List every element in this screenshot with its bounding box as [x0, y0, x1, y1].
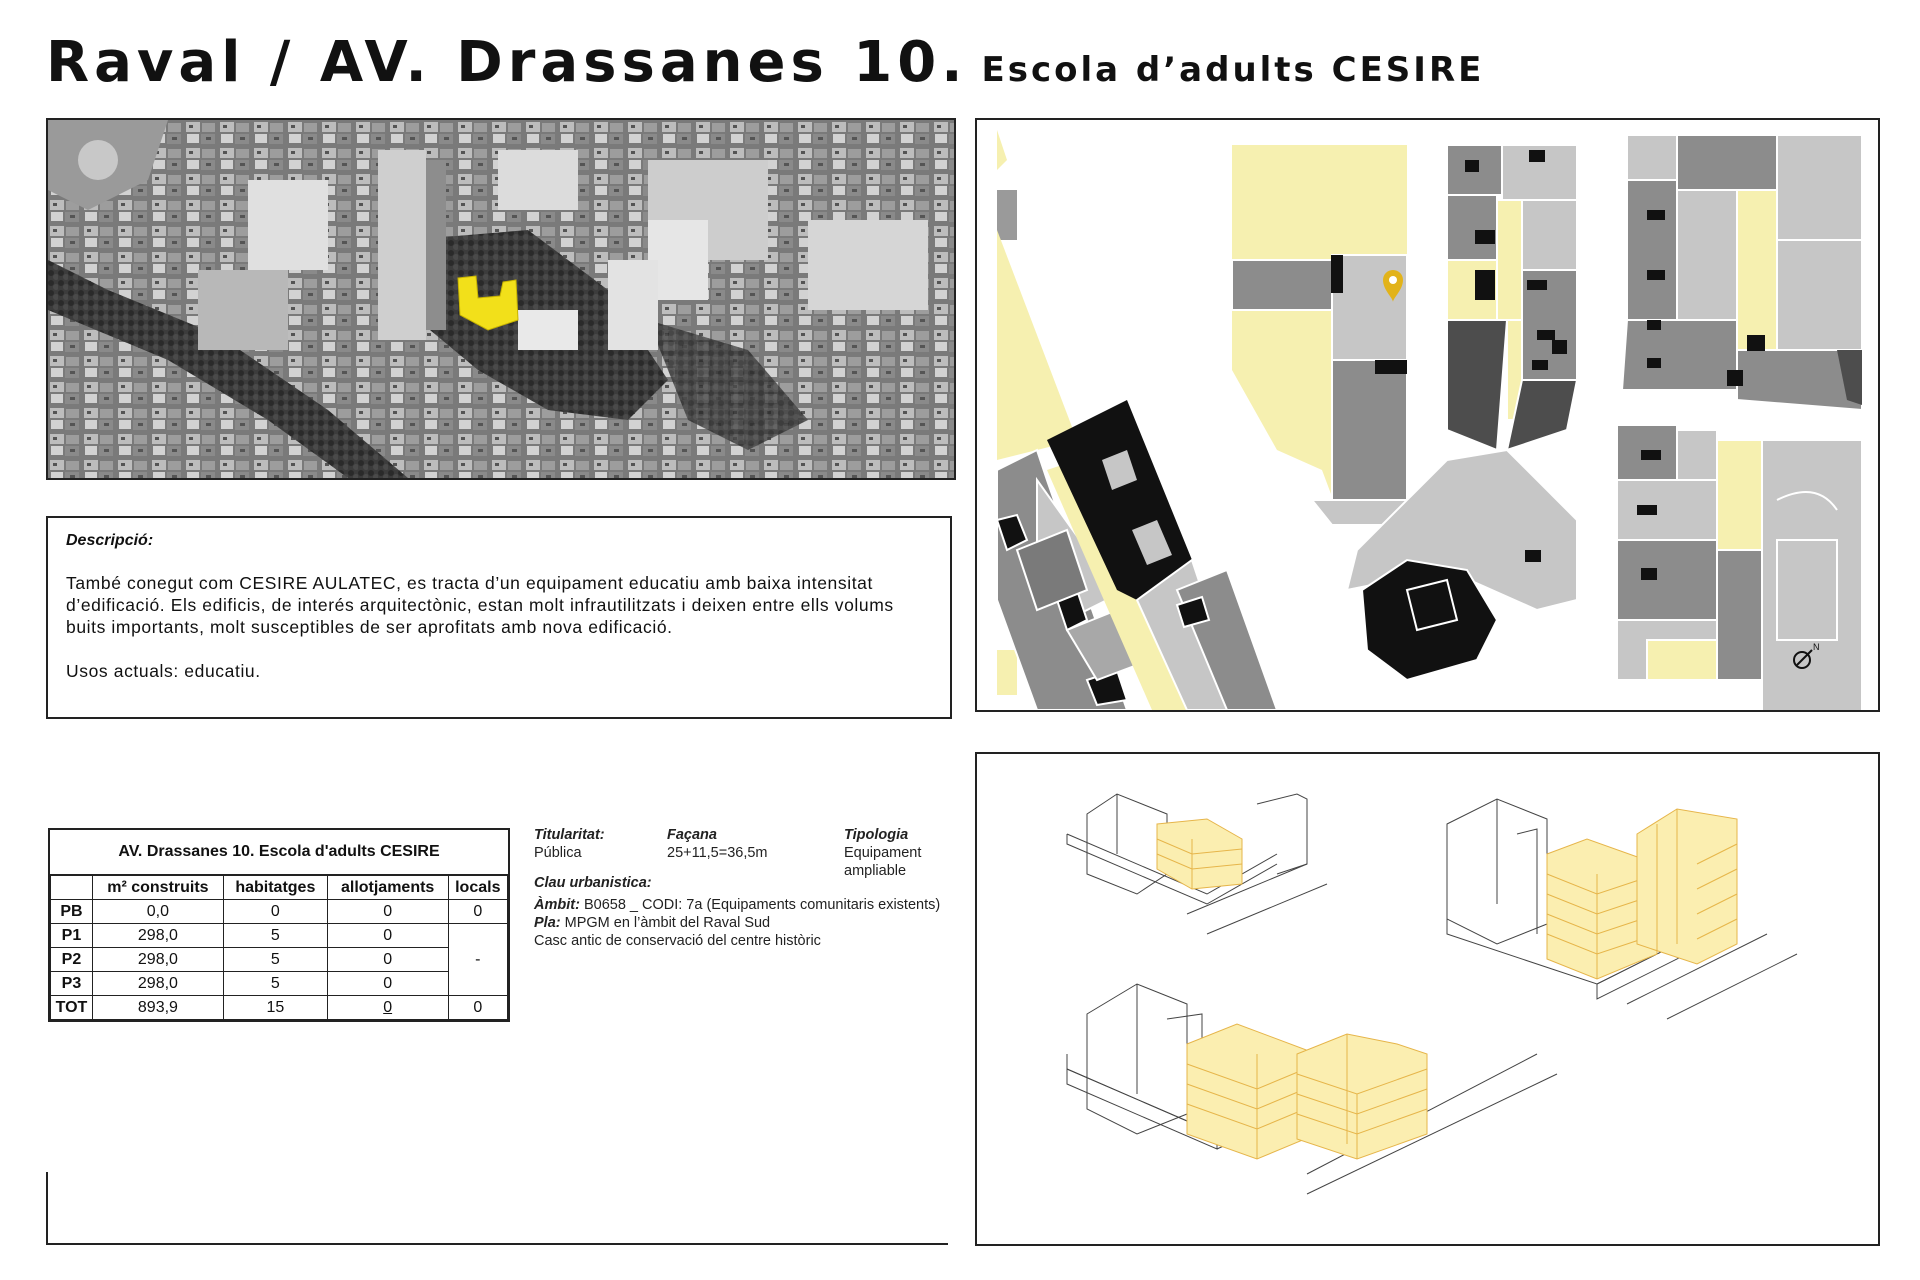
- facana-value: 25+11,5=36,5m: [667, 845, 768, 861]
- table-row: [51, 948, 508, 972]
- cell-m2: 298,0: [92, 924, 223, 948]
- row-label: P1: [51, 924, 93, 948]
- cell-habitatges: 5: [223, 924, 327, 948]
- tipologia-label: Tipologia: [844, 827, 909, 843]
- tipologia: [844, 826, 954, 880]
- aerial-photo: [46, 118, 956, 480]
- cell-habitatges: 0: [223, 900, 327, 924]
- cell-locals: 0: [448, 900, 507, 924]
- axonometric-drawing: [977, 754, 1878, 1244]
- page-title: [46, 30, 1484, 95]
- pla-label: Pla:: [534, 915, 561, 931]
- table-caption: AV. Drassanes 10. Escola d'adults CESIRE: [51, 830, 508, 875]
- titularitat: [534, 826, 654, 862]
- cell-allotjaments: 0: [327, 900, 448, 924]
- tipologia-value: Equipament ampliable: [844, 845, 922, 879]
- axonometric-views: [975, 752, 1880, 1246]
- cell-m2: 298,0: [92, 948, 223, 972]
- description-uses: Usos actuals: educatiu.: [66, 661, 261, 681]
- svg-text:N: N: [1813, 642, 1820, 652]
- cell-habitatges: 5: [223, 972, 327, 996]
- site-plan-map: [975, 118, 1880, 712]
- cell-locals: 0: [448, 996, 507, 1020]
- row-label: P2: [51, 948, 93, 972]
- table-header: habitatges: [223, 875, 327, 900]
- table-row: [51, 924, 508, 948]
- cell-m2: 0,0: [92, 900, 223, 924]
- cell-allotjaments: 0: [327, 948, 448, 972]
- pla-extra: Casc antic de conservació del centre històric: [534, 933, 821, 949]
- facana: [667, 826, 817, 862]
- description-box: [46, 516, 952, 719]
- cell-m2: 298,0: [92, 972, 223, 996]
- description-body: També conegut com CESIRE AULATEC, es tracta d’un equipament educatiu amb baixa intensitat d’edificació. Els edificis, de interés arquitectònic, estan molt infrautilitzats i deixen entre ells volums buits importants, molt susceptibles de ser aprofitats amb nova edificació.: [66, 573, 894, 637]
- page-title-main: Raval / AV. Drassanes 10.: [46, 30, 968, 95]
- facana-label: Façana: [667, 827, 717, 843]
- areas-table: [48, 828, 510, 1022]
- cell-m2: 893,9: [92, 996, 223, 1020]
- ambit-value: B0658 _ CODI: 7a (Equipaments comunitaris existents): [583, 897, 941, 913]
- page-subtitle: Escola d’adults CESIRE: [981, 50, 1485, 90]
- row-label: P3: [51, 972, 93, 996]
- ambit-label: Àmbit:: [534, 897, 580, 913]
- table-header: locals: [448, 875, 507, 900]
- titularitat-value: Pública: [534, 845, 582, 861]
- pla-value: MPGM en l’àmbit del Raval Sud: [564, 915, 771, 931]
- site-plan-drawing: [977, 120, 1878, 710]
- table-row: [51, 996, 508, 1020]
- frame-bottom-line: [46, 1243, 948, 1245]
- ambit-line: [534, 896, 954, 914]
- table-header: m² construits: [92, 875, 223, 900]
- titularitat-label: Titularitat:: [534, 827, 605, 843]
- cell-allotjaments: 0: [327, 924, 448, 948]
- table-header: [51, 875, 93, 900]
- table-header: allotjaments: [327, 875, 448, 900]
- cell-habitatges: 15: [223, 996, 327, 1020]
- areas-table-grid: [50, 830, 508, 1020]
- table-row: [51, 972, 508, 996]
- description-heading: Descripció:: [66, 532, 154, 549]
- cell-habitatges: 5: [223, 948, 327, 972]
- urban-info: [534, 874, 954, 950]
- aerial-photo-drawing: [48, 120, 954, 478]
- row-label: TOT: [51, 996, 93, 1020]
- frame-left-line: [46, 1172, 48, 1244]
- cell-allotjaments: 0: [327, 996, 448, 1020]
- cell-allotjaments: 0: [327, 972, 448, 996]
- pla-line: [534, 914, 954, 932]
- clau-label: Clau urbanistica:: [534, 875, 652, 891]
- table-row: [51, 900, 508, 924]
- row-label: PB: [51, 900, 93, 924]
- cell-locals: -: [448, 924, 507, 996]
